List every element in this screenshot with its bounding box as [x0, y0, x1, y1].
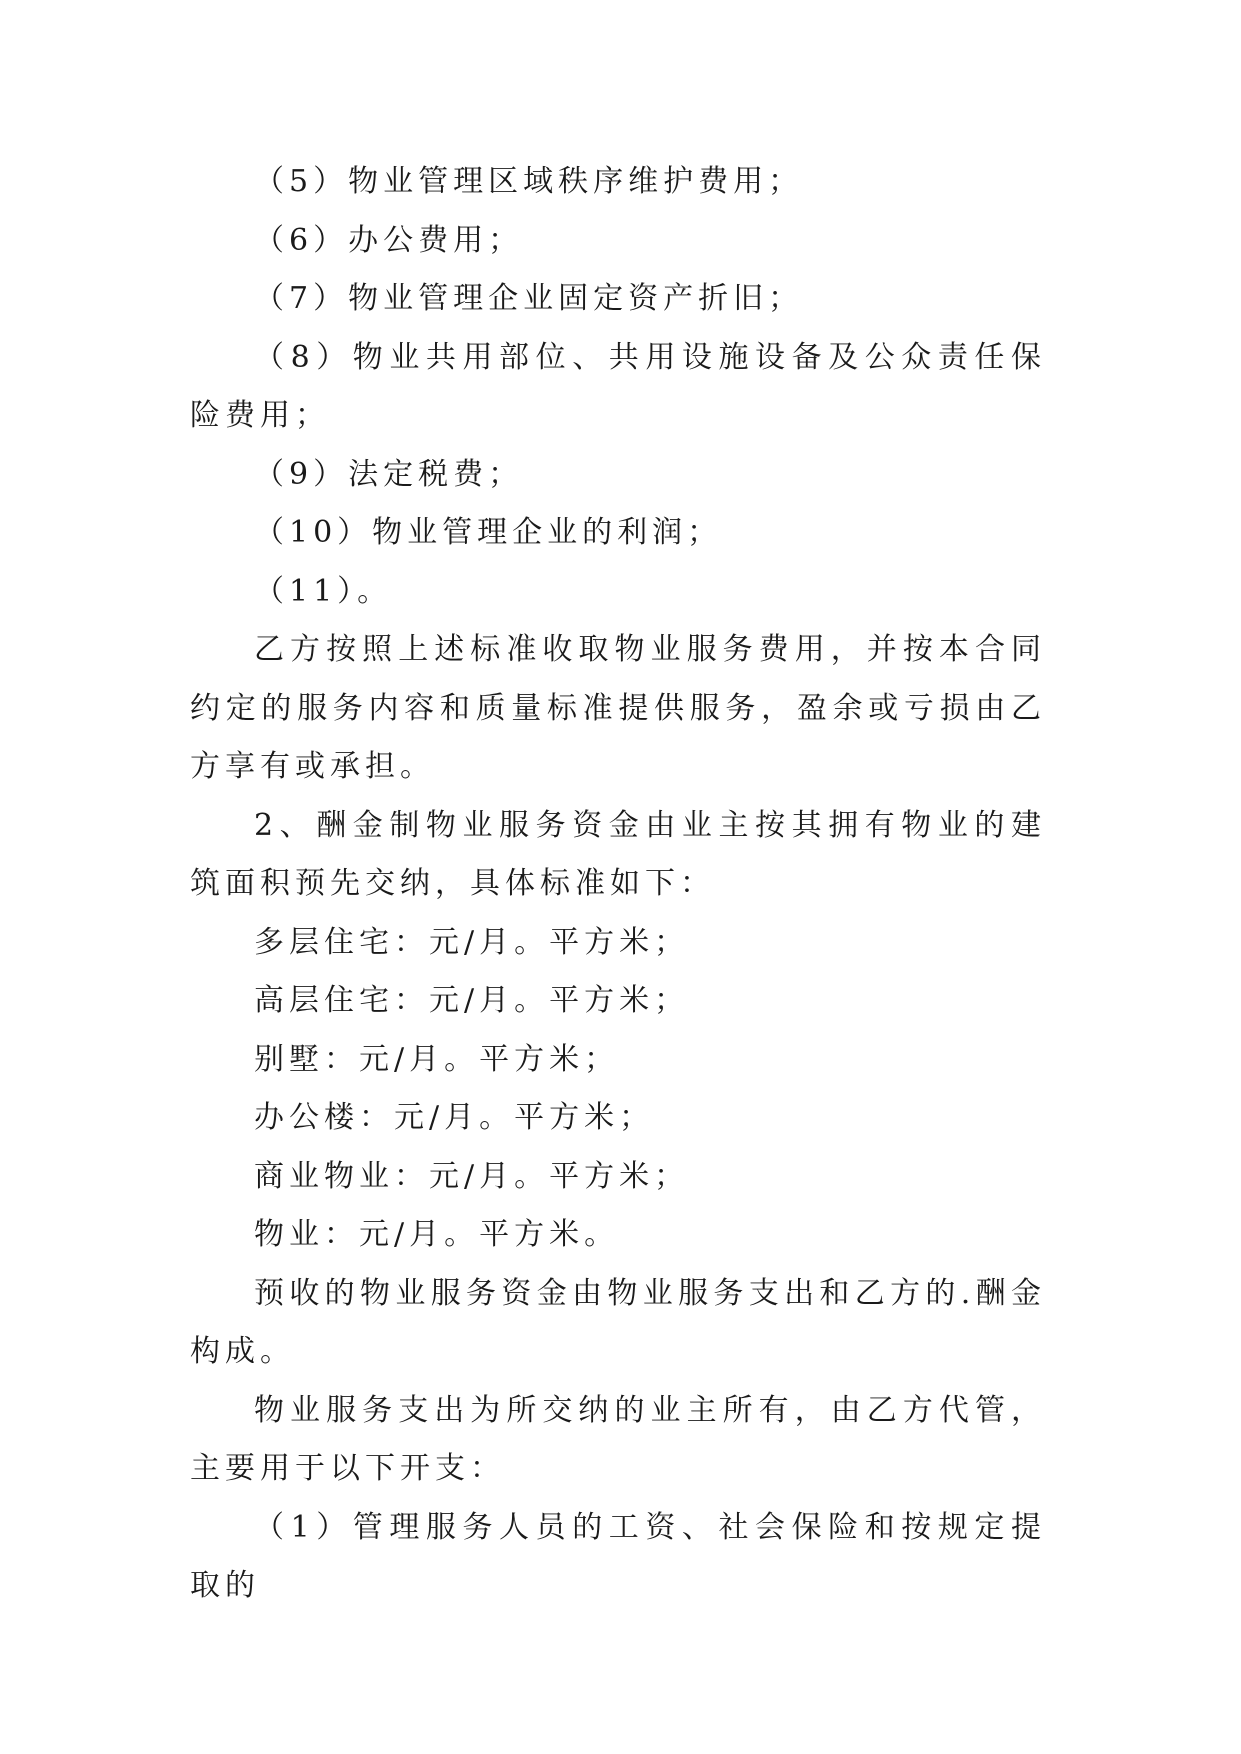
remuneration-system-paragraph: 2、酬金制物业服务资金由业主按其拥有物业的建筑面积预先交纳，具体标准如下： — [190, 807, 1046, 901]
rate-commercial: 商业物业：元/月。平方米； — [254, 1158, 690, 1194]
rate-high-rise: 高层住宅：元/月。平方米； — [254, 983, 690, 1018]
fee-statement-paragraph: 乙方按照上述标准收取物业服务费用，并按本合同约定的服务内容和质量标准提供服务，盈余或亏损由乙方享有或承担。 — [190, 632, 1046, 784]
rate-property: 物业：元/月。平方米。 — [254, 1217, 620, 1252]
list-item-8: （8）物业共用部位、共用设施设备及公众责任保险费用； — [190, 339, 1046, 433]
list-item-5: （5）物业管理区域秩序维护费用； — [254, 164, 804, 199]
list-item-11: （11）。 — [254, 573, 393, 609]
service-expenditure-paragraph: 物业服务支出为所交纳的业主所有，由乙方代管，主要用于以下开支： — [190, 1392, 1046, 1486]
list-item-9: （9）法定税费； — [254, 456, 524, 492]
rate-villa: 别墅：元/月。平方米； — [254, 1041, 620, 1077]
prepaid-funds-paragraph: 预收的物业服务资金由物业服务支出和乙方的.酬金构成。 — [190, 1275, 1046, 1369]
list-item-6: （6）办公费用； — [254, 222, 524, 258]
rate-office: 办公楼：元/月。平方米； — [254, 1100, 655, 1135]
expense-item-1: （1）管理服务人员的工资、社会保险和按规定提取的 — [190, 1509, 1046, 1603]
list-item-10: （10）物业管理企业的利润； — [254, 515, 723, 550]
list-item-7: （7）物业管理企业固定资产折旧； — [254, 281, 804, 316]
rate-multi-storey: 多层住宅：元/月。平方米； — [254, 924, 690, 960]
document-body — [190, 153, 1046, 1616]
